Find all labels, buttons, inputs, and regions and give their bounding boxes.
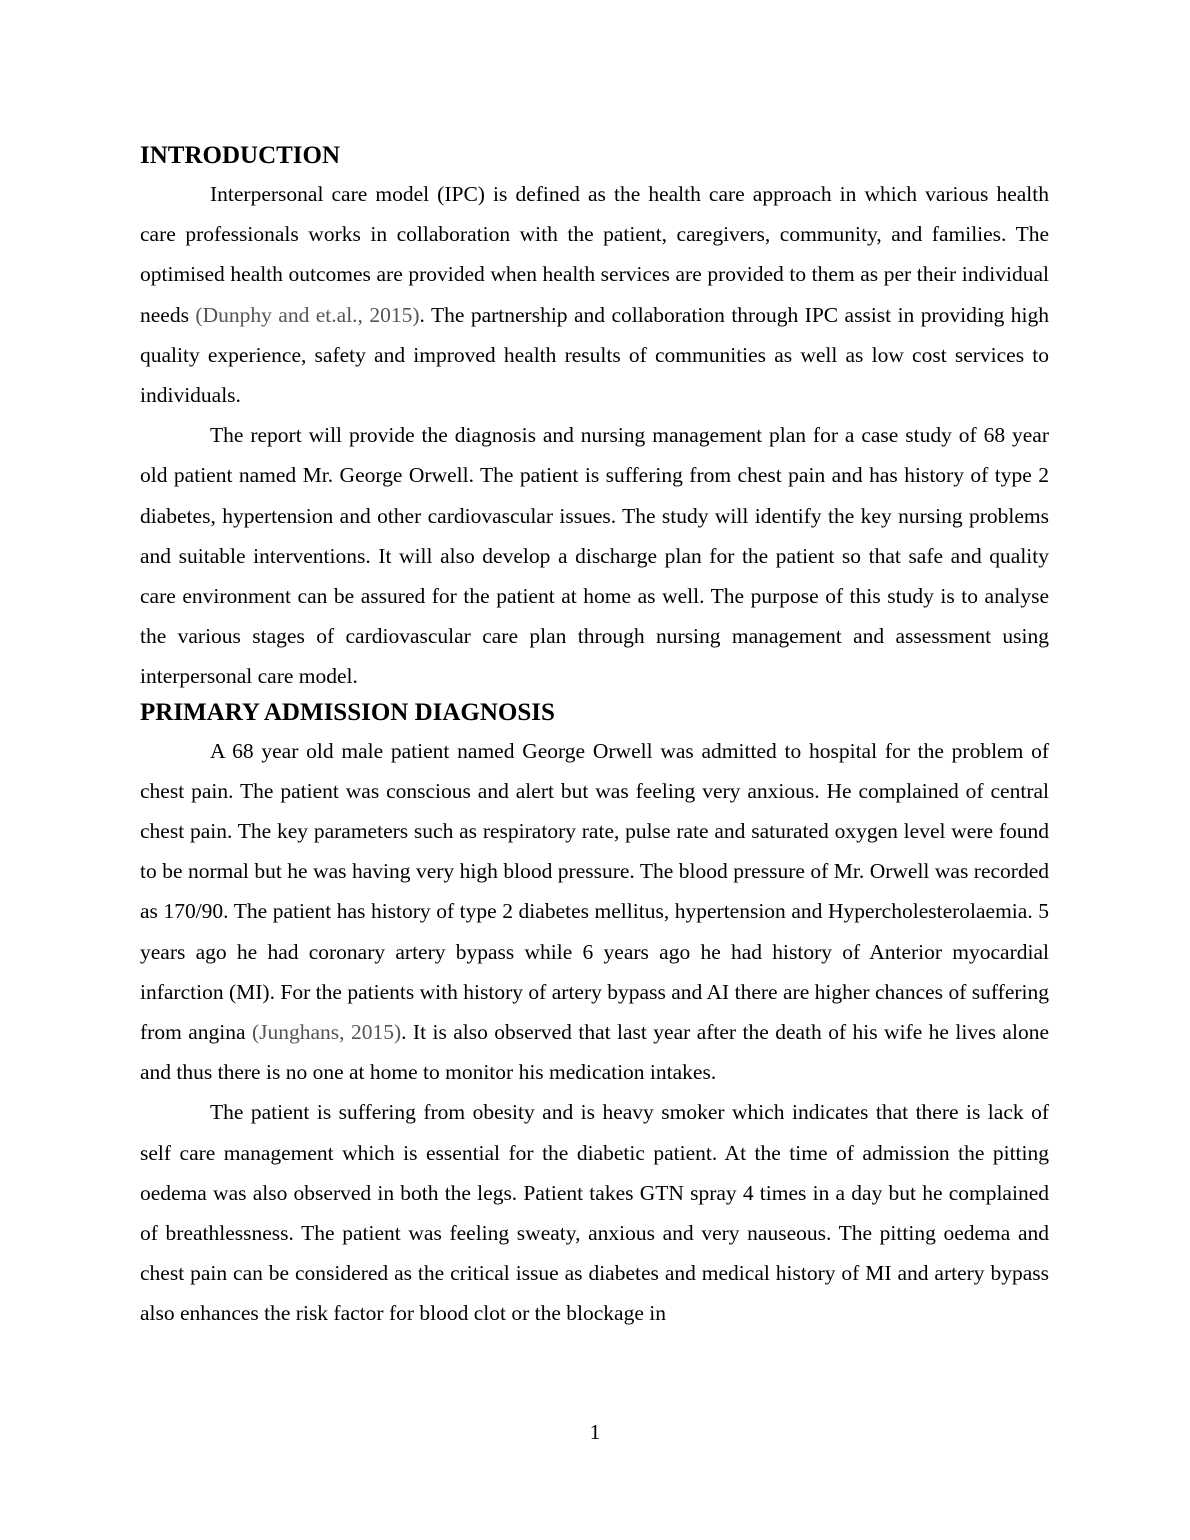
diagnosis-heading: PRIMARY ADMISSION DIAGNOSIS bbox=[140, 698, 555, 726]
introduction-heading: INTRODUCTION bbox=[140, 142, 341, 169]
text: . The partnership and collaboration through IPC assist in providing high quality experience, safety and improved health results of communities as well as low cost services to individuals. bbox=[140, 302, 1050, 408]
diagnosis-paragraph-1 bbox=[140, 731, 1049, 1093]
text: Interpersonal care model (IPC) is defined as the health care approach in which various health care professionals works in collaboration with the patient, caregivers, community, and families. The optimised health outcomes are provided when health services are provided to them as per their individual needs bbox=[140, 182, 1049, 327]
introduction-paragraph-2: The report will provide the diagnosis and nursing management plan for a case study of 68 year old patient named Mr. George Orwell. The patient is suffering from chest pain and has history of type 2 diabetes, hypertension and other cardiovascular issues. The study will identify the key nursing problems and suitable interventions. It will also develop a discharge plan for the patient so that safe and quality care environment can be assured for the patient at home as well. The purpose of this study is to analyse the various stages of cardiovascular care plan through nursing management and assessment using interpersonal care model. bbox=[140, 423, 1049, 689]
citation: (Junghans, 2015) bbox=[251, 1020, 402, 1045]
document-body bbox=[140, 140, 1049, 1334]
diagnosis-paragraph-2: The patient is suffering from obesity and is heavy smoker which indicates that there is lack of self care management which is essential for the diabetic patient. At the time of admission the pitting oedema was also observed in both the legs. Patient takes GTN spray 4 times in a day but he complained of breathlessness. The patient was feeling sweaty, anxious and very nauseous. The pitting oedema and chest pain can be considered as the critical issue as diabetes and medical history of MI and artery bypass also enhances the risk factor for blood clot or the blockage in bbox=[140, 1100, 1049, 1326]
diagnosis-section bbox=[140, 697, 1049, 1334]
citation: (Dunphy and et.al., 2015) bbox=[195, 302, 420, 327]
text: A 68 year old male patient named George Orwell was admitted to hospital for the problem of chest pain. The patient was conscious and alert but was feeling very anxious. He complained of central chest pain. The key parameters such as respiratory rate, pulse rate and saturated oxygen level were found to be normal but he was having very high blood pressure. The blood pressure of Mr. Orwell was recorded as 170/90. The patient has history of type 2 diabetes mellitus, hypertension and Hypercholesterolaemia. 5 years ago he had coronary artery bypass while 6 years ago he had history of Anterior myocardial infarction (MI). For the patients with history of artery bypass and AI there are higher chances of suffering from angina bbox=[140, 738, 1049, 1045]
text: . It is also observed that last year after the death of his wife he lives alone and thus there is no one at home to monitor his medication intakes. bbox=[140, 1020, 1049, 1085]
page-number: 1 bbox=[589, 1420, 601, 1444]
introduction-section bbox=[140, 140, 1049, 697]
introduction-paragraph-1 bbox=[140, 174, 1049, 415]
